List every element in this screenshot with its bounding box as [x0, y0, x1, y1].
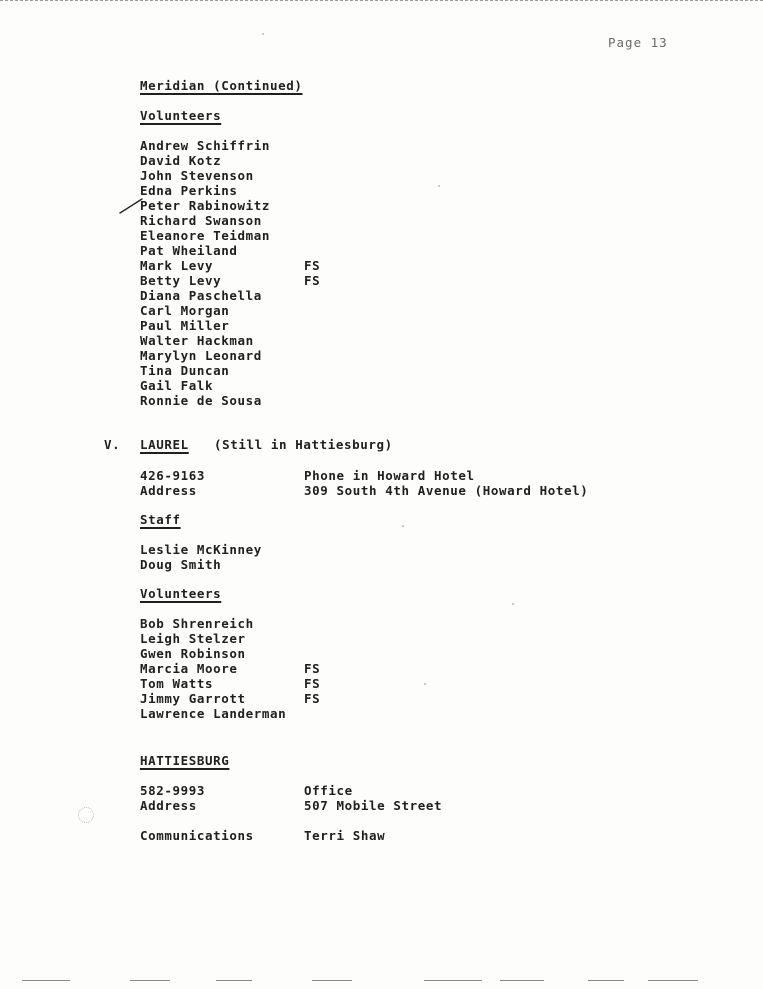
scan-speck [424, 683, 426, 685]
list-item: Betty Levy [140, 273, 222, 288]
laurel-staff-heading: Staff [140, 512, 181, 527]
list-item: Doug Smith [140, 557, 222, 572]
scan-speck [262, 33, 264, 35]
list-item: Marylyn Leonard [140, 348, 262, 363]
fs-tag [304, 616, 320, 631]
fs-tag: FS [304, 273, 321, 288]
laurel-phone-note: Phone in Howard Hotel [304, 468, 475, 483]
fs-tag [304, 393, 320, 408]
laurel-address: 309 South 4th Avenue (Howard Hotel) [304, 483, 589, 498]
hattiesburg-heading: HATTIESBURG [140, 753, 230, 768]
scan-smudge [78, 807, 94, 823]
fs-tag [304, 168, 320, 183]
fs-tag [304, 213, 320, 228]
fs-tag: FS [304, 258, 321, 273]
list-item: Walter Hackman [140, 333, 254, 348]
fs-tag [304, 198, 320, 213]
fs-tag: FS [304, 676, 321, 691]
list-item: Pat Wheiland [140, 243, 238, 258]
laurel-volunteer-names [140, 616, 286, 721]
check-mark-icon [118, 197, 144, 215]
hattiesburg-phone: 582-9993 [140, 783, 206, 798]
list-item: John Stevenson [140, 168, 254, 183]
fs-tag [304, 646, 320, 661]
list-item: Peter Rabinowitz [140, 198, 271, 213]
page-edge-mark [312, 980, 352, 981]
communications-label: Communications [140, 828, 254, 843]
hattiesburg-phone-note: Office [304, 783, 353, 798]
fs-tag [304, 288, 320, 303]
fs-tag [304, 243, 320, 258]
list-item: Eleanore Teidman [140, 228, 271, 243]
list-item: Mark Levy [140, 258, 214, 273]
fs-tag: FS [304, 661, 321, 676]
list-item: Bob Shrenreich [140, 616, 254, 631]
laurel-staff-list [140, 542, 262, 572]
page-edge-mark [130, 980, 170, 981]
list-item: Richard Swanson [140, 213, 262, 228]
page-edge-mark [588, 980, 624, 981]
fs-tag [304, 153, 320, 168]
list-item: Leslie McKinney [140, 542, 262, 557]
fs-tag [304, 333, 320, 348]
fs-tag [304, 378, 320, 393]
list-item: Andrew Schiffrin [140, 138, 271, 153]
laurel-heading: LAUREL [140, 437, 189, 452]
fs-tag [304, 348, 320, 363]
fs-tag [304, 706, 320, 721]
list-item: Leigh Stelzer [140, 631, 246, 646]
hattiesburg-address: 507 Mobile Street [304, 798, 443, 813]
list-item: Lawrence Landerman [140, 706, 287, 721]
fs-tag [304, 228, 320, 243]
list-item: Paul Miller [140, 318, 230, 333]
page-edge-mark [22, 980, 70, 981]
laurel-address-label: Address [140, 483, 197, 498]
fs-tag [304, 631, 320, 646]
scan-speck [438, 185, 440, 187]
fs-tag [304, 363, 320, 378]
list-item: Gwen Robinson [140, 646, 246, 661]
section-numeral: V. [104, 437, 121, 452]
meridian-volunteer-names [140, 138, 270, 408]
fs-tag [304, 303, 320, 318]
page-edge-mark [500, 980, 544, 981]
fs-tag [304, 183, 320, 198]
scan-speck [402, 525, 404, 527]
fs-tag [304, 318, 320, 333]
page-edge-mark [424, 980, 482, 981]
fs-tag [304, 138, 320, 153]
meridian-volunteer-tags [304, 138, 320, 408]
list-item: Diana Paschella [140, 288, 262, 303]
list-item: Gail Falk [140, 378, 214, 393]
laurel-subheading: (Still in Hattiesburg) [214, 437, 393, 452]
laurel-phone: 426-9163 [140, 468, 206, 483]
page-edge-mark [216, 980, 252, 981]
communications-contact: Terri Shaw [304, 828, 386, 843]
meridian-heading: Meridian (Continued) [140, 78, 303, 93]
page-edge-mark [648, 980, 698, 981]
list-item: Jimmy Garrott [140, 691, 246, 706]
list-item: Tom Watts [140, 676, 214, 691]
list-item: Edna Perkins [140, 183, 238, 198]
list-item: Ronnie de Sousa [140, 393, 262, 408]
list-item: Carl Morgan [140, 303, 230, 318]
list-item: David Kotz [140, 153, 222, 168]
laurel-volunteer-tags [304, 616, 320, 721]
meridian-volunteers-heading: Volunteers [140, 108, 222, 123]
hattiesburg-address-label: Address [140, 798, 197, 813]
fs-tag: FS [304, 691, 321, 706]
page-number: Page 13 [608, 35, 668, 50]
scan-speck [512, 603, 514, 605]
list-item: Tina Duncan [140, 363, 230, 378]
list-item: Marcia Moore [140, 661, 238, 676]
laurel-volunteers-heading: Volunteers [140, 586, 222, 601]
